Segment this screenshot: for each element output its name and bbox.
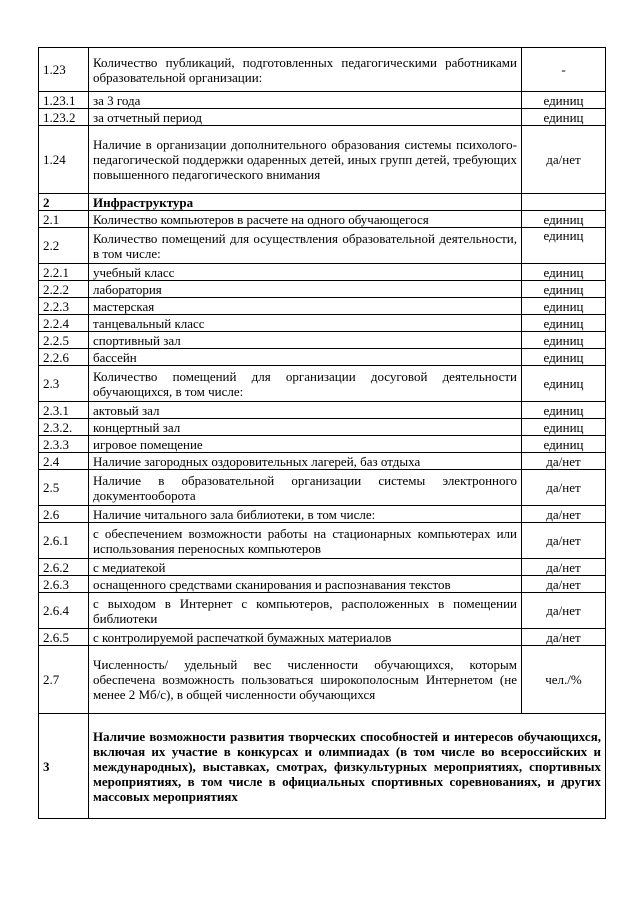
row-indicator: танцевальный класс	[89, 315, 522, 332]
row-indicator: с контролируемой распечаткой бумажных материалов	[89, 629, 522, 646]
row-indicator: за 3 года	[89, 92, 522, 109]
row-indicator: Количество публикаций, подготовленных педагогическими работниками образовательной организации:	[89, 48, 522, 92]
row-unit: -	[522, 48, 606, 92]
row-unit: единиц	[522, 436, 606, 453]
table-row	[39, 332, 606, 349]
row-unit: единиц	[522, 332, 606, 349]
table-row	[39, 126, 606, 194]
row-unit: единиц	[522, 211, 606, 228]
table-row	[39, 48, 606, 92]
row-number: 2.7	[39, 646, 89, 714]
table-row	[39, 436, 606, 453]
row-indicator: Наличие в организации дополнительного образования системы психолого-педагогической поддержки одаренных детей, иных групп детей, требующих повышенного педагогического внимания	[89, 126, 522, 194]
row-number: 2.6.4	[39, 593, 89, 629]
row-unit: единиц	[522, 109, 606, 126]
table-row	[39, 714, 606, 819]
table-row	[39, 298, 606, 315]
table-row	[39, 109, 606, 126]
table-row	[39, 629, 606, 646]
row-number: 2.4	[39, 453, 89, 470]
row-indicator: Инфраструктура	[89, 194, 522, 211]
row-number: 2.2.2	[39, 281, 89, 298]
row-indicator: концертный зал	[89, 419, 522, 436]
table-row	[39, 349, 606, 366]
row-indicator: учебный класс	[89, 264, 522, 281]
row-indicator: бассейн	[89, 349, 522, 366]
row-number: 2.2.1	[39, 264, 89, 281]
row-unit: да/нет	[522, 453, 606, 470]
row-number: 2.6.5	[39, 629, 89, 646]
row-indicator: Количество помещений для организации досуговой деятельности обучающихся, в том числе:	[89, 366, 522, 402]
row-number: 2.1	[39, 211, 89, 228]
row-unit: да/нет	[522, 126, 606, 194]
row-indicator: спортивный зал	[89, 332, 522, 349]
table-row	[39, 593, 606, 629]
table-row	[39, 470, 606, 506]
row-indicator: оснащенного средствами сканирования и распознавания текстов	[89, 576, 522, 593]
table-row	[39, 228, 606, 264]
row-indicator: лаборатория	[89, 281, 522, 298]
row-number: 2.6.3	[39, 576, 89, 593]
row-indicator: Наличие загородных оздоровительных лагерей, баз отдыха	[89, 453, 522, 470]
table-row	[39, 264, 606, 281]
row-number: 1.23	[39, 48, 89, 92]
row-unit	[522, 194, 606, 211]
row-unit: да/нет	[522, 470, 606, 506]
row-unit: единиц	[522, 281, 606, 298]
row-number: 2.6.2	[39, 559, 89, 576]
row-unit: единиц	[522, 402, 606, 419]
table-row	[39, 576, 606, 593]
row-number: 1.24	[39, 126, 89, 194]
indicators-table	[38, 47, 606, 819]
row-indicator: Количество помещений для осуществления образовательной деятельности, в том числе:	[89, 228, 522, 264]
row-unit: единиц	[522, 298, 606, 315]
row-number: 2.3.2.	[39, 419, 89, 436]
table-row	[39, 419, 606, 436]
row-indicator: с выходом в Интернет с компьютеров, расположенных в помещении библиотеки	[89, 593, 522, 629]
row-unit: единиц	[522, 349, 606, 366]
row-number: 1.23.1	[39, 92, 89, 109]
row-number: 2.6.1	[39, 523, 89, 559]
row-indicator: игровое помещение	[89, 436, 522, 453]
row-unit: да/нет	[522, 559, 606, 576]
indicators-table-body	[39, 48, 606, 819]
row-indicator: мастерская	[89, 298, 522, 315]
row-unit: да/нет	[522, 523, 606, 559]
row-unit: чел./%	[522, 646, 606, 714]
table-row	[39, 92, 606, 109]
table-row	[39, 559, 606, 576]
table-row	[39, 211, 606, 228]
row-number: 2	[39, 194, 89, 211]
row-unit: единиц	[522, 264, 606, 281]
table-row	[39, 506, 606, 523]
row-unit: да/нет	[522, 576, 606, 593]
table-row	[39, 402, 606, 419]
table-row	[39, 366, 606, 402]
row-number: 3	[39, 714, 89, 819]
table-row	[39, 453, 606, 470]
row-unit: единиц	[522, 228, 606, 264]
row-number: 2.2.6	[39, 349, 89, 366]
table-row	[39, 194, 606, 211]
row-indicator: Наличие в образовательной организации системы электронного документооборота	[89, 470, 522, 506]
row-number: 2.2.4	[39, 315, 89, 332]
row-number: 2.3.1	[39, 402, 89, 419]
row-indicator: Наличие возможности развития творческих способностей и интересов обучающихся, включая их участие в конкурсах и олимпиадах (в том числе во всероссийских и международных), выставках, смотрах, физкультурных мероприятиях, спортивных мероприятиях, в том числе в официальных спортивных соревнованиях, и других массовых мероприятиях	[89, 714, 606, 819]
row-indicator: Наличие читального зала библиотеки, в том числе:	[89, 506, 522, 523]
row-unit: да/нет	[522, 593, 606, 629]
row-indicator: Количество компьютеров в расчете на одного обучающегося	[89, 211, 522, 228]
row-unit: единиц	[522, 366, 606, 402]
row-number: 2.2.3	[39, 298, 89, 315]
row-indicator: Численность/ удельный вес численности обучающихся, которым обеспечена возможность пользоваться широкополосным Интернетом (не менее 2 Мб/с), в общей численности обучающихся	[89, 646, 522, 714]
row-number: 2.5	[39, 470, 89, 506]
row-number: 2.2	[39, 228, 89, 264]
table-row	[39, 281, 606, 298]
row-number: 2.2.5	[39, 332, 89, 349]
table-row	[39, 646, 606, 714]
row-unit: да/нет	[522, 506, 606, 523]
table-row	[39, 315, 606, 332]
row-indicator: с медиатекой	[89, 559, 522, 576]
row-unit: да/нет	[522, 629, 606, 646]
row-unit: единиц	[522, 315, 606, 332]
row-indicator: с обеспечением возможности работы на стационарных компьютерах или использования переносных компьютеров	[89, 523, 522, 559]
row-indicator: за отчетный период	[89, 109, 522, 126]
row-number: 2.6	[39, 506, 89, 523]
row-unit: единиц	[522, 419, 606, 436]
row-unit: единиц	[522, 92, 606, 109]
row-indicator: актовый зал	[89, 402, 522, 419]
table-row	[39, 523, 606, 559]
row-number: 2.3.3	[39, 436, 89, 453]
row-number: 1.23.2	[39, 109, 89, 126]
row-number: 2.3	[39, 366, 89, 402]
